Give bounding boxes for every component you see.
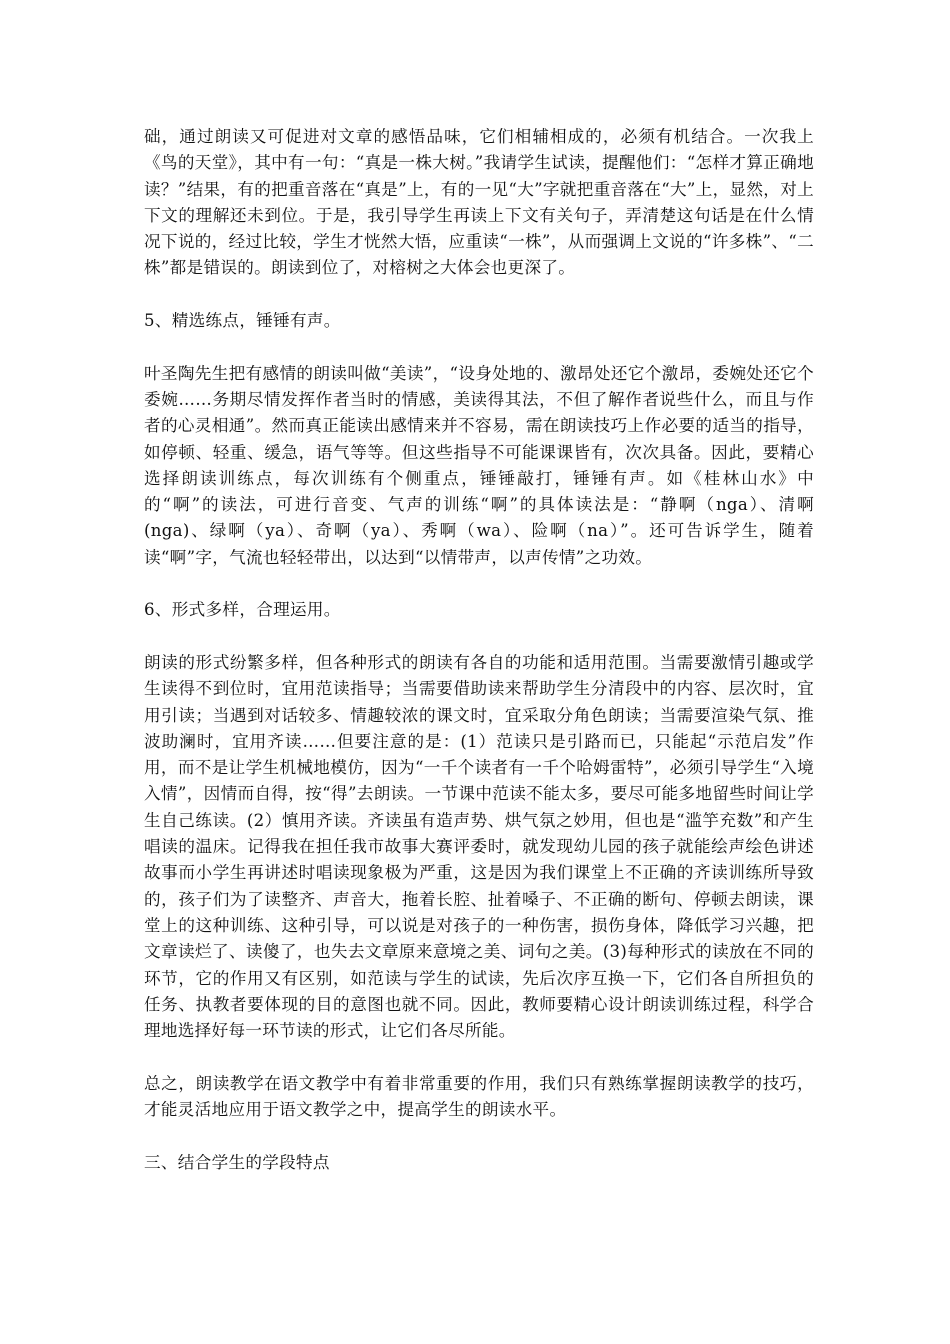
section-heading-6: 6、形式多样，合理运用。: [144, 600, 341, 620]
paragraph-summary: 总之，朗读教学在语文教学中有着非常重要的作用，我们只有熟练掌握朗读教学的技巧，才能灵活地应用于语文教学之中，提高学生的朗读水平。: [144, 1073, 814, 1119]
paragraph-beautiful-reading: 叶圣陶先生把有感情的朗读叫做“美读”，“设身处地的、激昂处还它个激昂，委婉处还它个委婉……务期尽情发挥作者当时的情感，美读得其法，不但了解作者说些什么，而且与作者的心灵相通”。然而真正能读出感情来并不容易，需在朗读技巧上作必要的适当的指导，如停顿、轻重、缓急，语气等等。但这些指导不可能课课皆有，次次具备。因此，要精心选择朗读训练点，每次训练有个侧重点，锤锤敲打，锤锤有声。如《桂林山水》中的“啊”的读法，可进行音变、气声的训练“啊”的具体读法是：“静啊（nga）、清啊(nga)、绿啊（ya）、奇啊（ya）、秀啊（wa）、险啊（na）”。还可告诉学生，随着读“啊”字，气流也轻轻带出，以达到“以情带声，以声传情”之功效。: [144, 363, 814, 567]
section-heading-3: 三、结合学生的学段特点: [144, 1152, 330, 1172]
paragraph-reading-example: 础，通过朗读又可促进对文章的感悟品味，它们相辅相成的，必须有机结合。一次我上《鸟的天堂》，其中有一句：“真是一株大树。”我请学生试读，提醒他们：“怎样才算正确地读？”结果，有的把重音落在“真是”上，有的一见“大”字就把重音落在“大”上，显然，对上下文的理解还未到位。于是，我引导学生再读上下文有关句子，弄清楚这句话是在什么情况下说的，经过比较，学生才恍然大悟，应重读“一株”，从而强调上文说的“许多株”、“二株”都是错误的。朗读到位了，对榕树之大体会也更深了。: [144, 127, 814, 278]
section-heading-5: 5、精选练点，锤锤有声。: [144, 311, 341, 331]
document-page: [144, 124, 814, 1202]
paragraph-reading-forms: 朗读的形式纷繁多样，但各种形式的朗读有各自的功能和适用范围。当需要激情引趣或学生读得不到位时，宜用范读指导；当需要借助读来帮助学生分清段中的内容、层次时，宜用引读；当遇到对话较多、情趣较浓的课文时，宜采取分角色朗读；当需要渲染气氛、推波助澜时，宜用齐读……但要注意的是：(1）范读只是引路而已，只能起“示范启发”作用，而不是让学生机械地模仿，因为“一千个读者有一千个哈姆雷特”，必须引导学生“入境入情”，因情而自得，按“得”去朗读。一节课中范读不能太多，要尽可能多地留些时间让学生自己练读。(2）慎用齐读。齐读虽有造声势、烘气氛之妙用，但也是“滥竽充数”和产生唱读的温床。记得我在担任我市故事大赛评委时，就发现幼儿园的孩子就能绘声绘色讲述故事而小学生再讲述时唱读现象极为严重，这是因为我们课堂上不正确的齐读训练所导致的，孩子们为了读整齐、声音大，拖着长腔、扯着嗓子、不正确的断句、停顿去朗读，课堂上的这种训练、这种引导，可以说是对孩子的一种伤害，损伤身体，降低学习兴趣，把文章读烂了、读傻了，也失去文章原来意境之美、词句之美。(3)每种形式的读放在不同的环节，它的作用又有区别，如范读与学生的试读，先后次序互换一下，它们各自所担负的任务、执教者要体现的目的意图也就不同。因此，教师要精心设计朗读训练过程，科学合理地选择好每一环节读的形式，让它们各尽所能。: [144, 652, 814, 1041]
